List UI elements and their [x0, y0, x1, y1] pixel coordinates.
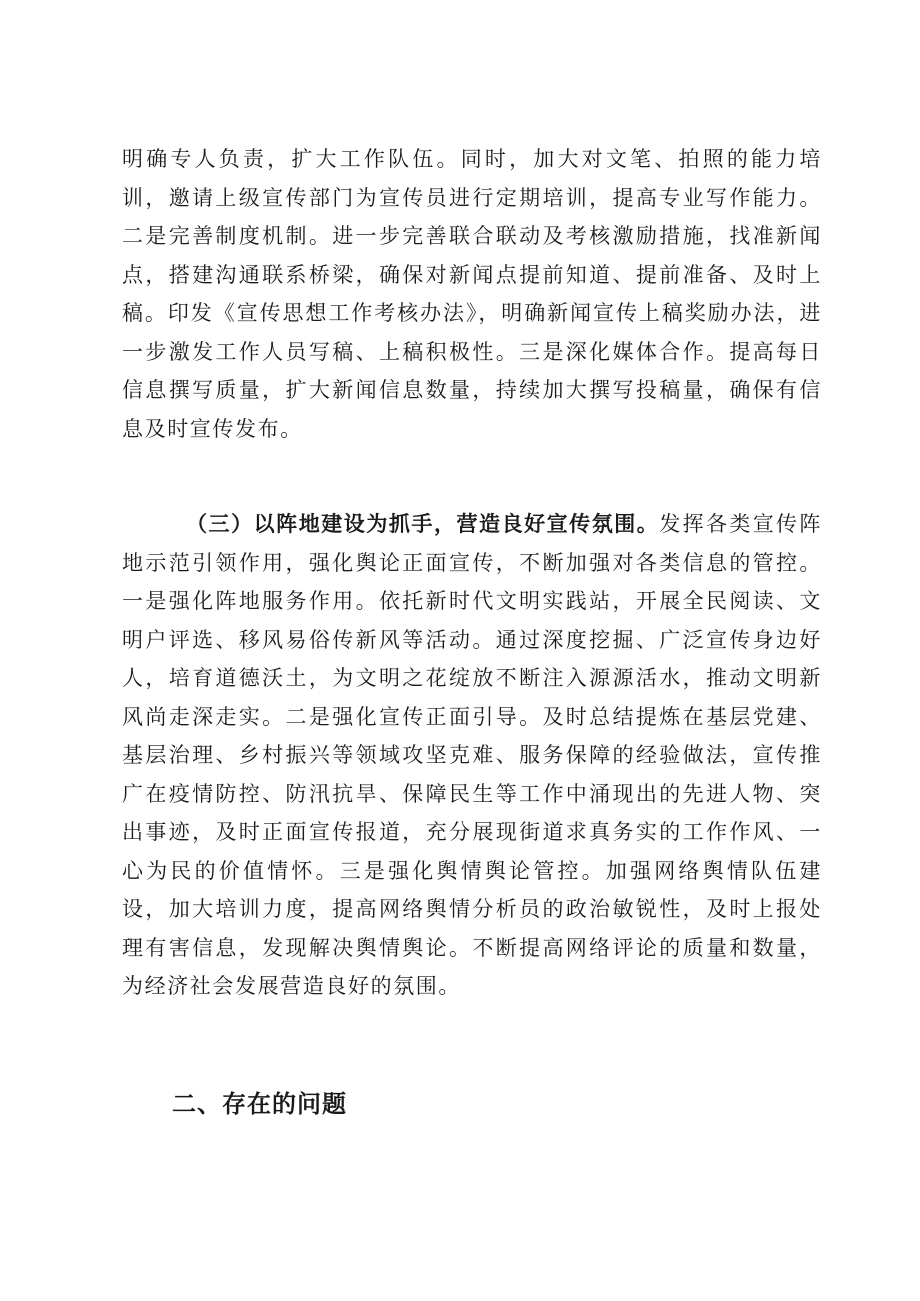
paragraph-body-text: 发挥各类宣传阵地示范引领作用，强化舆论正面宣传，不断加强对各类信息的管控。一是强化阵地服务作用。依托新时代文明实践站，开展全民阅读、文明户评选、移风易俗传新风等活动。通过深度挖掘、广泛宣传身边好人，培育道德沃土，为文明之花绽放不断注入源源活水，推动文明新风尚走深走实。二是强化宣传正面引导。及时总结提炼在基层党建、基层治理、乡村振兴等领域攻坚克难、服务保障的经验做法，宣传推广在疫情防控、防汛抗旱、保障民生等工作中涌现出的先进人物、突出事迹，及时正面宣传报道，充分展现街道求真务实的工作作风、一心为民的价值情怀。三是强化舆情舆论管控。加强网络舆情队伍建设，加大培训力度，提高网络舆情分析员的政治敏锐性，及时上报处理有害信息，发现解决舆情舆论。不断提高网络评论的质量和数量，为经济社会发展营造良好的氛围。	[122, 512, 822, 998]
paragraph-lead-heading: （三）以阵地建设为抓手，营造良好宣传氛围。	[186, 511, 660, 536]
body-paragraph-section-three	[122, 505, 822, 1006]
body-paragraph-continued: 明确专人负责，扩大工作队伍。同时，加大对文笔、拍照的能力培训，邀请上级宣传部门为宣传员进行定期培训，提高专业写作能力。二是完善制度机制。进一步完善联合联动及考核激励措施，找准新闻点，搭建沟通联系桥梁，确保对新闻点提前知道、提前准备、及时上稿。印发《宣传思想工作考核办法》，明确新闻宣传上稿奖励办法，进一步激发工作人员写稿、上稿积极性。三是深化媒体合作。提高每日信息撰写质量，扩大新闻信息数量，持续加大撰写投稿量，确保有信息及时宣传发布。	[122, 147, 822, 441]
section-heading: 二、存在的问题	[172, 1090, 347, 1118]
